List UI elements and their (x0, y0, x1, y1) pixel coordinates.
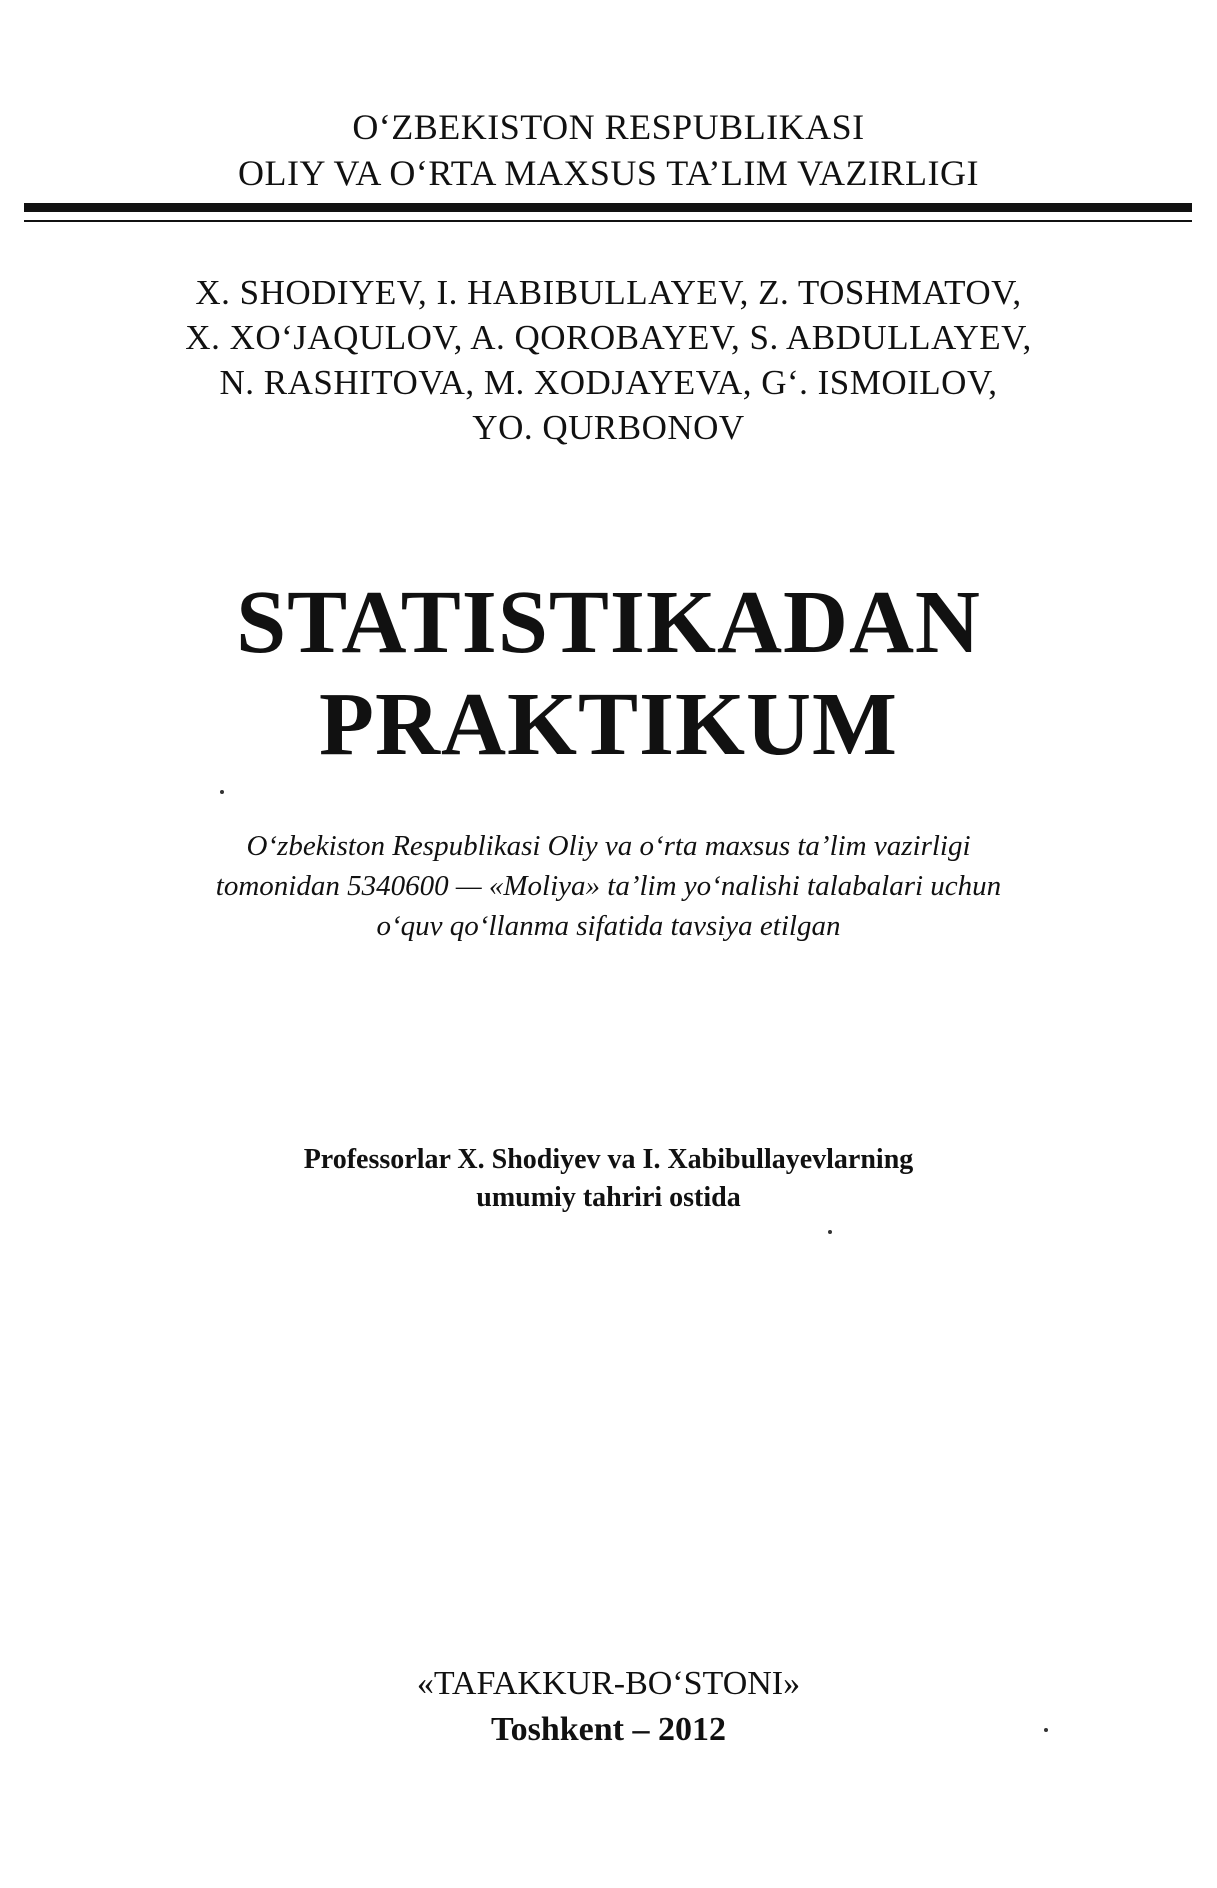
authors-line-4: YO. QURBONOV (472, 408, 745, 447)
book-title (0, 572, 1217, 776)
editors-note (0, 1141, 1217, 1217)
authors-line-3: N. RASHITOVA, M. XODJAYEVA, G‘. ISMOILOV, (219, 363, 998, 402)
authors-line-1: X. SHODIYEV, I. HABIBULLAYEV, Z. TOSHMATOV, (195, 273, 1022, 312)
ministry-line-2: OLIY VA O‘RTA MAXSUS TA’LIM VAZIRLIGI (238, 153, 979, 193)
publisher-block (0, 1661, 1217, 1753)
ministry-header (0, 104, 1217, 196)
authors-list (0, 270, 1217, 450)
title-line-2: PRAKTIKUM (319, 675, 898, 774)
editors-line-2: umumiy tahriri ostida (476, 1182, 741, 1213)
header-divider-thick (24, 203, 1192, 212)
scan-speck (828, 1230, 832, 1234)
publisher-name: «TAFAKKUR-BO‘STONI» (416, 1665, 801, 1702)
authors-line-2: X. XO‘JAQULOV, A. QOROBAYEV, S. ABDULLAYEV, (185, 318, 1032, 357)
ministry-line-1: O‘ZBEKISTON RESPUBLIKASI (352, 107, 865, 147)
header-divider-thin (24, 220, 1192, 222)
publisher-city-year: Toshkent – 2012 (491, 1711, 726, 1748)
approval-line-1: O‘zbekiston Respublikasi Oliy va o‘rta maxsus ta’lim vazirligi (246, 830, 971, 862)
scan-speck (220, 790, 224, 794)
scan-speck (1044, 1728, 1048, 1732)
approval-note (0, 826, 1217, 946)
approval-line-3: o‘quv qo‘llanma sifatida tavsiya etilgan (376, 910, 841, 942)
approval-line-2: tomonidan 5340600 — «Moliya» ta’lim yo‘nalishi talabalari uchun (215, 870, 1002, 902)
editors-line-1: Professorlar X. Shodiyev va I. Xabibullayevlarning (303, 1144, 914, 1175)
title-line-1: STATISTIKADAN (236, 573, 981, 672)
